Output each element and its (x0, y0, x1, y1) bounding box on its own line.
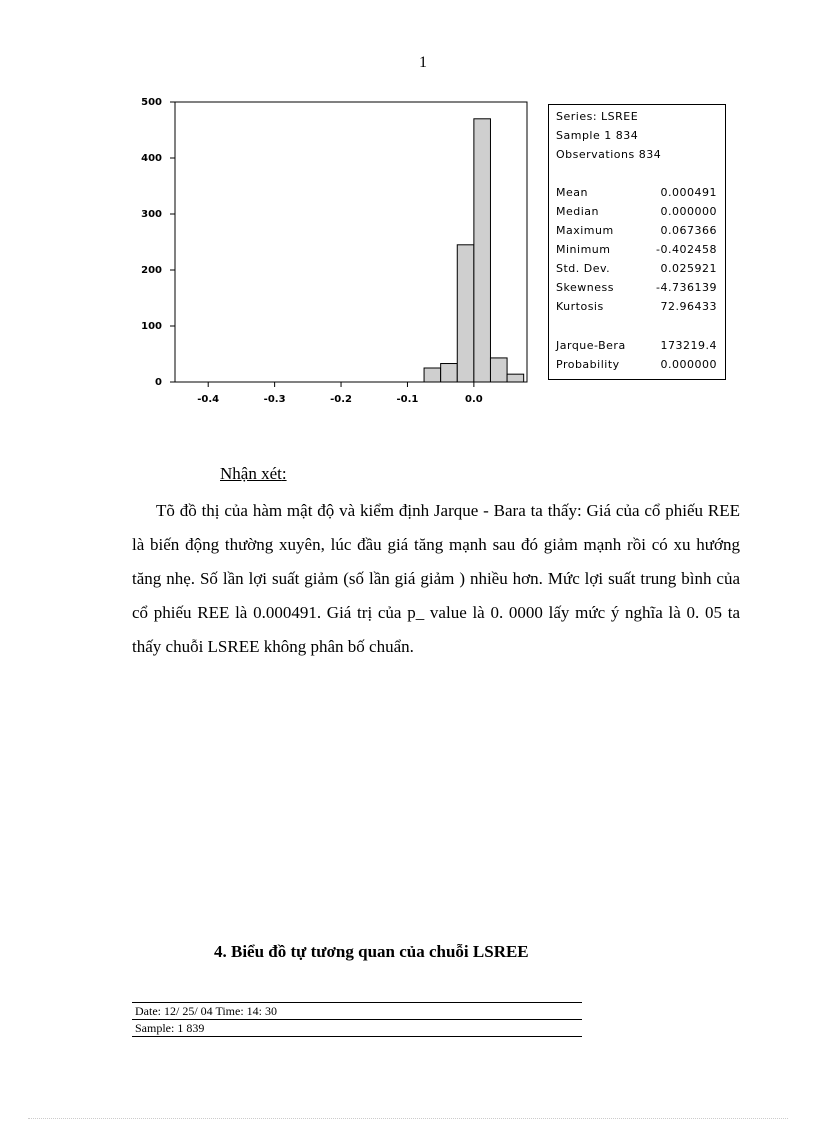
jb-value: 173219.4 (660, 339, 717, 352)
histogram-bar (424, 368, 441, 382)
jb-label: Probability (556, 358, 620, 371)
stat-row (556, 186, 717, 200)
x-tick-label: -0.4 (197, 394, 220, 405)
stat-label: Kurtosis (556, 300, 604, 313)
x-axis (197, 382, 482, 405)
stat-label: Maximum (556, 224, 614, 237)
stat-value: -4.736139 (656, 281, 717, 294)
histogram-bar (507, 374, 524, 382)
histogram-chart (130, 88, 530, 418)
comment-text: Tõ đồ thị của hàm mật độ và kiểm định Jarque - Bara ta thấy: Giá của cổ phiếu REE là biến động thường xuyên, lúc đầu giá tăng mạnh sau đó giảm mạnh rồi có xu hướng tăng nhẹ. Số lần lợi suất giảm (số lần giá giảm ) nhiều hơn. Mức lợi suất trung bình của cổ phiếu REE là 0.000491. Giá trị của p_ value là 0. 0000 lấy mức ý nghĩa là 0. 05 ta thấy chuỗi LSREE không phân bố chuẩn. (132, 501, 740, 656)
y-tick-label: 0 (155, 377, 162, 388)
stat-row (556, 300, 717, 314)
comment-heading: Nhận xét: (220, 464, 287, 483)
page-bottom-rule (28, 1118, 788, 1119)
y-tick-label: 400 (141, 153, 162, 164)
stat-label: Minimum (556, 243, 611, 256)
section-title: 4. Biểu đồ tự tương quan của chuỗi LSREE (214, 942, 529, 961)
stat-row (556, 262, 717, 276)
stat-label: Mean (556, 186, 588, 199)
x-tick-label: 0.0 (465, 394, 483, 405)
stat-row (556, 224, 717, 238)
stat-value: 0.025921 (660, 262, 717, 275)
sample-line: Sample: 1 839 (132, 1019, 582, 1037)
stat-value: 0.067366 (660, 224, 717, 237)
stat-label: Std. Dev. (556, 262, 611, 275)
y-axis (141, 97, 175, 388)
jb-label: Jarque-Bera (556, 339, 626, 352)
statistics-panel (548, 104, 726, 380)
histogram-bars (424, 119, 524, 382)
stat-row (556, 243, 717, 257)
histogram-bar (441, 364, 458, 382)
y-tick-label: 100 (141, 321, 162, 332)
y-tick-label: 200 (141, 265, 162, 276)
page-number: 1 (419, 54, 427, 71)
jb-row (556, 339, 717, 353)
stat-label: Median (556, 205, 600, 218)
x-tick-label: -0.2 (330, 394, 352, 405)
histogram-bar (490, 358, 507, 382)
stat-row (556, 281, 717, 295)
observations-count: Observations 834 (556, 148, 662, 161)
y-tick-label: 300 (141, 209, 162, 220)
stat-value: 0.000491 (660, 186, 717, 199)
stat-value: 0.000000 (660, 205, 717, 218)
jb-row (556, 358, 717, 372)
stat-value: -0.402458 (656, 243, 717, 256)
histogram-bar (474, 119, 491, 382)
histogram-bar (457, 245, 474, 382)
comment-paragraph (132, 494, 740, 664)
x-tick-label: -0.1 (396, 394, 419, 405)
stat-label: Skewness (556, 281, 614, 294)
stat-value: 72.96433 (660, 300, 717, 313)
eviews-output-header (132, 1002, 582, 1037)
y-tick-label: 500 (141, 97, 162, 108)
sample-range: Sample 1 834 (556, 129, 639, 142)
stat-row (556, 205, 717, 219)
x-tick-label: -0.3 (263, 394, 286, 405)
jb-value: 0.000000 (660, 358, 717, 371)
date-time-line: Date: 12/ 25/ 04 Time: 14: 30 (132, 1002, 582, 1019)
series-name: Series: LSREE (556, 110, 639, 123)
